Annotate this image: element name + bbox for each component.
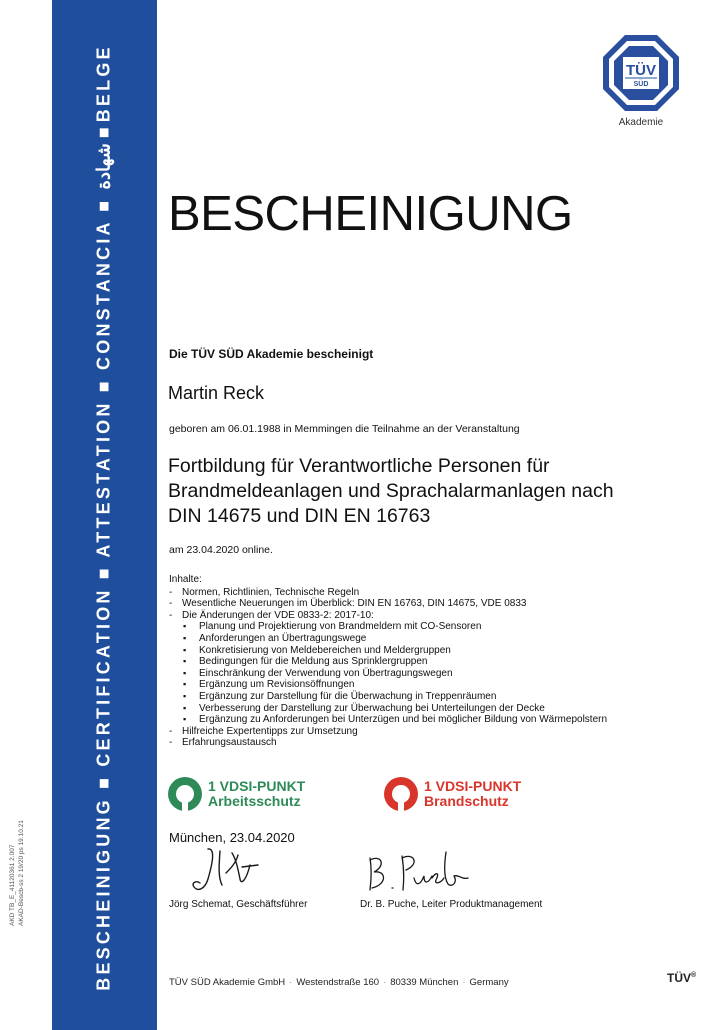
list-item: - Normen, Richtlinien, Technische Regeln bbox=[169, 587, 607, 599]
course-title-line-1: Fortbildung für Verantwortliche Personen für bbox=[168, 455, 550, 477]
footer-city: 80339 München bbox=[390, 977, 459, 988]
vdsi-arbeitsschutz-label: Arbeitsschutz bbox=[208, 793, 301, 809]
vdsi-arbeitsschutz-text bbox=[208, 779, 305, 809]
document-code-line-2: AKAD-Bescb-ss 2 19/20 ps 19.10.21 bbox=[18, 820, 25, 926]
vdsi-brandschutz-label: Brandschutz bbox=[424, 793, 509, 809]
tuv-trademark-text: TÜV bbox=[667, 971, 691, 985]
footer-street: Westendstraße 160 bbox=[296, 977, 380, 988]
logo-brand-bottom: SÜD bbox=[633, 81, 649, 88]
list-item: - Die Änderungen der VDE 0833-2: 2017-10: bbox=[169, 610, 607, 622]
vdsi-arbeitsschutz-points: 1 VDSI-PUNKT bbox=[208, 778, 306, 794]
sub-list-item: ▪ Planung und Projektierung von Brandmeldern mit CO-Sensoren bbox=[169, 621, 607, 633]
footer-separator: · bbox=[462, 977, 466, 988]
sub-list-item: ▪ Ergänzung zur Darstellung für die Überwachung in Treppenräumen bbox=[169, 691, 607, 703]
document-code bbox=[8, 820, 26, 926]
footer-separator: · bbox=[289, 977, 293, 988]
intro-text: Die TÜV SÜD Akademie bescheinigt bbox=[169, 347, 374, 361]
place-and-date: München, 23.04.2020 bbox=[169, 830, 295, 845]
vdsi-brandschutz-points: 1 VDSI-PUNKT bbox=[424, 778, 522, 794]
logo-subtitle: Akademie bbox=[618, 117, 664, 128]
signer-1-name: Jörg Schemat, Geschäftsführer bbox=[169, 899, 308, 910]
sub-list-item: ▪ Ergänzung zu Anforderungen bei Unterzügen und bei möglicher Bildung von Wärmepolstern bbox=[169, 714, 607, 726]
footer-company: TÜV SÜD Akademie GmbH bbox=[169, 977, 286, 988]
vdsi-arbeitsschutz-icon bbox=[166, 774, 204, 814]
contents-label: Inhalte: bbox=[169, 574, 202, 585]
course-title bbox=[168, 454, 614, 529]
contents-list bbox=[169, 587, 607, 749]
event-date: am 23.04.2020 online. bbox=[169, 544, 273, 556]
sub-list-item: ▪ Anforderungen an Übertragungswege bbox=[169, 633, 607, 645]
sub-list-item: ▪ Bedingungen für die Meldung aus Sprinklergruppen bbox=[169, 656, 607, 668]
birth-info: geboren am 06.01.1988 in Memmingen die Teilnahme an der Veranstaltung bbox=[169, 423, 520, 435]
signer-2-name: Dr. B. Puche, Leiter Produktmanagement bbox=[360, 899, 543, 910]
footer-address bbox=[169, 977, 509, 988]
vdsi-badge-brandschutz bbox=[382, 772, 521, 816]
sub-list-item: ▪ Ergänzung um Revisionsöffnungen bbox=[169, 679, 607, 691]
side-band-text: BESCHEINIGUNG ■ CERTIFICATION ■ ATTESTATION ■ CONSTANCIA ■ شهادة ■ BELGE bbox=[93, 44, 114, 991]
sub-list-item: ▪ Einschränkung der Verwendung von Übertragungswegen bbox=[169, 668, 607, 680]
footer-separator: · bbox=[383, 977, 387, 988]
signature-schemat bbox=[186, 845, 266, 895]
sub-list-item: ▪ Konkretisierung von Meldebereichen und Meldergruppen bbox=[169, 645, 607, 657]
course-title-line-2: Brandmeldeanlagen und Sprachalarmanlagen nach bbox=[168, 480, 614, 502]
logo-brand-top: TÜV bbox=[626, 62, 656, 79]
tuv-trademark bbox=[667, 971, 696, 985]
vdsi-badge-arbeitsschutz bbox=[166, 772, 305, 816]
tuv-sud-logo bbox=[601, 33, 681, 113]
vdsi-brandschutz-text bbox=[424, 779, 521, 809]
registered-mark: ® bbox=[691, 972, 697, 979]
signature-puche bbox=[362, 848, 472, 894]
course-title-line-3: DIN 14675 und DIN EN 16763 bbox=[168, 505, 431, 527]
list-item: - Wesentliche Neuerungen im Überblick: DIN EN 16763, DIN 14675, VDE 0833 bbox=[169, 598, 607, 610]
participant-name: Martin Reck bbox=[168, 383, 265, 403]
vdsi-brandschutz-icon bbox=[382, 774, 420, 814]
document-title: BESCHEINIGUNG bbox=[168, 187, 573, 241]
sub-list-item: ▪ Verbesserung der Darstellung zur Überwachung bei Unterteilungen der Decke bbox=[169, 703, 607, 715]
footer-country: Germany bbox=[469, 977, 509, 988]
list-item: - Erfahrungsaustausch bbox=[169, 737, 607, 749]
list-item: - Hilfreiche Expertentipps zur Umsetzung bbox=[169, 726, 607, 738]
contents-section bbox=[169, 574, 607, 749]
document-code-line-1: AKD TB_E_41120361 2.007 bbox=[9, 844, 16, 926]
